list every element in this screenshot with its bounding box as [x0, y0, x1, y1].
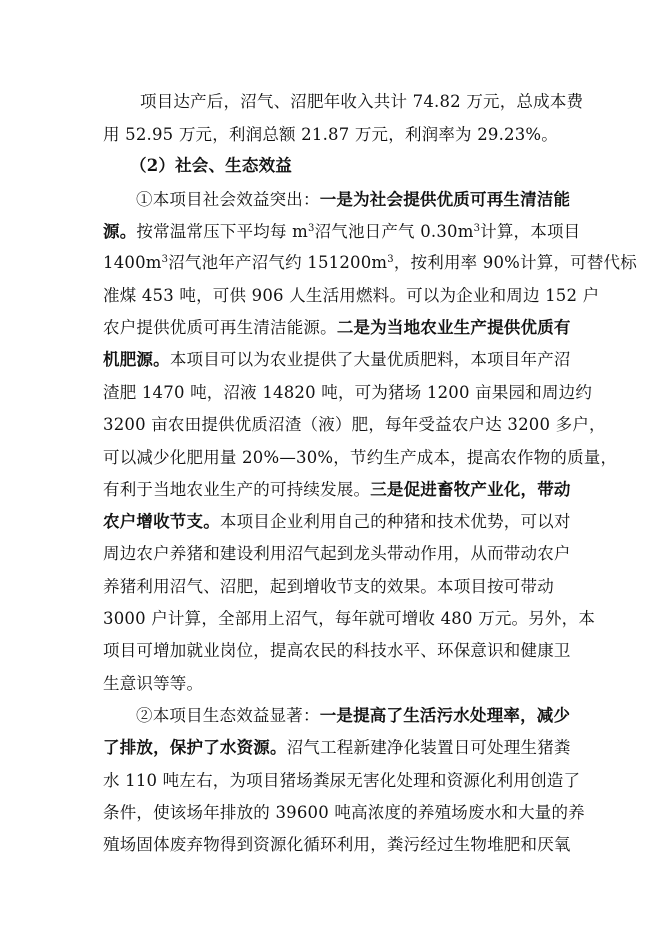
section-heading-text: （2）社会、生态效益	[130, 156, 292, 175]
social-line-7: 渣肥 1470 吨，沼液 14820 吨，可为猪场 1200 亩果园和周边约	[103, 383, 593, 402]
section-heading	[130, 156, 292, 176]
eco-line-2	[103, 738, 571, 758]
social-text-segment: 沼气池日产气 0.30m	[314, 222, 474, 241]
social-point-1-title-end: 源。	[103, 222, 137, 241]
paragraph-income-line-1: 项目达产后，沼气、沼肥年收入共计 74.82 万元，总成本费	[140, 92, 584, 111]
eco-line-1	[136, 706, 570, 726]
social-intro: ①本项目社会效益突出：	[136, 190, 320, 209]
social-text-segment: 本项目可以为农业提供了大量优质肥料，本项目年产沼	[169, 350, 571, 369]
eco-text-segment: 沼气工程新建净化装置日可处理生猪粪	[286, 738, 571, 757]
superscript: 3	[308, 223, 315, 234]
social-line-6	[103, 350, 571, 370]
social-line-13: 养猪利用沼气、沼肥，起到增收节支的效果。本项目按可带动	[103, 577, 554, 596]
superscript: 3	[161, 254, 169, 265]
social-line-14: 3000 户计算，全部用上沼气，每年就可增收 480 万元。另外，本	[103, 609, 596, 628]
social-line-9: 可以减少化肥用量 20%—30%，节约生产成本，提高农作物的质量，	[103, 448, 618, 467]
eco-line-5: 殖场固体废弃物得到资源化循环利用，粪污经过生物堆肥和厌氧	[103, 835, 571, 854]
social-text-segment: 计算，本项目	[480, 222, 581, 241]
eco-intro: ②本项目生态效益显著：	[136, 706, 320, 725]
social-line-4: 准煤 453 吨，可供 906 人生活用燃料。可以为企业和周边 152 户	[103, 286, 600, 305]
social-line-15: 项目可增加就业岗位，提高农民的科技水平、环保意识和健康卫	[103, 641, 571, 660]
social-text-segment: ，按利用率 90%计算，可替代标	[393, 253, 637, 272]
social-text-segment: 沼气池年产沼气约 151200m	[168, 253, 388, 272]
social-text-segment: 按常温常压下平均每 m	[136, 222, 308, 241]
eco-line-3: 水 110 吨左右，为项目猪场粪尿无害化处理和资源化利用创造了	[103, 771, 581, 790]
social-line-2	[103, 222, 580, 242]
social-text-segment: 本项目企业利用自己的种猪和技术优势，可以对	[219, 512, 571, 531]
superscript: 3	[473, 223, 481, 234]
social-text-segment: 有利于当地农业生产的可持续发展。	[103, 480, 371, 499]
superscript: 3	[387, 254, 394, 265]
social-line-12: 周边农户养猪和建设利用沼气起到龙头带动作用，从而带动农户	[103, 544, 571, 563]
paragraph-income-line-2: 用 52.95 万元，利润总额 21.87 万元，利润率为 29.23%。	[103, 125, 559, 144]
social-line-3	[103, 253, 637, 273]
social-point-3-title: 三是促进畜牧产业化，带动	[370, 480, 571, 499]
eco-line-4: 条件，使该场年排放的 39600 吨高浓度的养殖场废水和大量的养	[103, 803, 585, 822]
social-line-10	[103, 480, 571, 500]
social-line-11	[103, 512, 571, 532]
social-text-segment: 农户提供优质可再生清洁能源。	[103, 318, 337, 337]
eco-point-1-title-end: 了排放，保护了水资源。	[103, 738, 287, 757]
social-text-segment: 1400m	[103, 253, 162, 272]
eco-point-1-title: 一是提高了生活污水处理率，减少	[319, 706, 571, 725]
social-point-2-title: 二是为当地农业生产提供优质有	[336, 318, 571, 337]
social-line-8: 3200 亩农田提供优质沼渣（液）肥，每年受益农户达 3200 多户，	[103, 415, 606, 434]
social-point-1-title: 一是为社会提供优质可再生清洁能	[319, 190, 571, 209]
social-point-2-title-end: 机肥源。	[103, 350, 170, 369]
social-line-5	[103, 318, 571, 338]
social-point-3-title-end: 农户增收节支。	[103, 512, 220, 531]
social-line-16: 生意识等等。	[103, 674, 204, 693]
social-line-1	[136, 190, 570, 210]
